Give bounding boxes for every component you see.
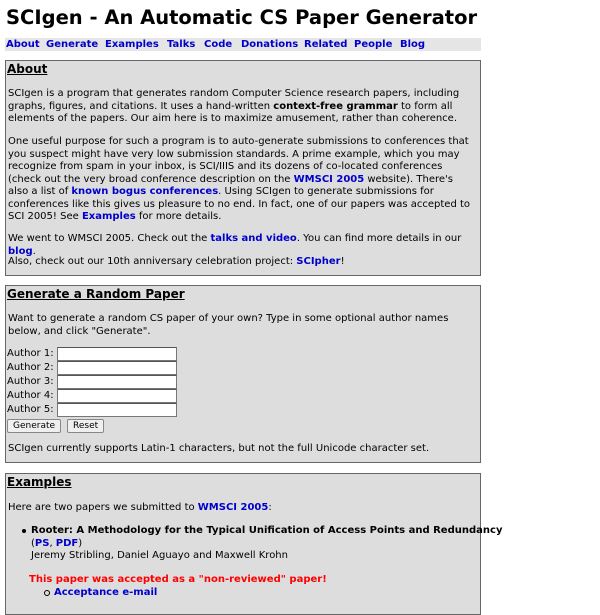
author-3-input[interactable] — [57, 375, 177, 389]
author-1-input[interactable] — [57, 347, 177, 361]
about-p2-text-3: . Using SCIgen to generate submissions for conferences like this gives us pleasure to no end. In fact, one of our papers was accepted to SCI 2005! See — [8, 186, 471, 222]
examples-section — [5, 473, 503, 615]
examples-intro-text: Here are two papers we submitted to — [8, 502, 198, 513]
nav-donations[interactable]: Donations — [241, 39, 299, 50]
ps-link[interactable]: PS — [34, 537, 50, 549]
bullet-icon — [22, 529, 26, 533]
generate-intro: Want to generate a random CS paper of your own? Type in some optional author names below, and click "Generate". — [8, 313, 449, 337]
author-4-label: Author 4: — [7, 390, 54, 401]
about-p1-text: SCIgen is a program that generates random Computer Science research papers, including graphs, figures, and citations. It uses a hand-written — [8, 88, 460, 112]
about-p2-text-4: for more details. — [135, 211, 222, 222]
author-2-input[interactable] — [57, 361, 177, 375]
format-separator: , — [49, 537, 56, 549]
about-p1-text-end: to form all elements of the papers. Our aim here is to maximize amusement, rather than coherence. — [8, 100, 458, 124]
author-3-label: Author 3: — [7, 376, 54, 387]
generate-button[interactable]: Generate — [7, 419, 61, 433]
examples-intro — [7, 502, 272, 515]
author-5-input[interactable] — [57, 403, 177, 417]
examples-intro-colon: : — [268, 502, 272, 513]
list-item — [31, 525, 503, 563]
about-p3-text: We went to WMSCI 2005. Check out the — [8, 233, 211, 244]
examples-heading: Examples — [7, 475, 72, 489]
about-p3-text-3: . — [32, 245, 36, 257]
nav-people[interactable]: People — [354, 39, 393, 50]
paper-title: Rooter: A Methodology for the Typical Unification of Access Points and Redundancy — [31, 525, 503, 536]
paren-close: ) — [78, 537, 83, 549]
nav-code[interactable]: Code — [204, 39, 233, 50]
about-p3-text-2: . You can find more details in our — [296, 233, 462, 244]
list-item — [54, 587, 157, 600]
paper-formats — [31, 538, 481, 551]
about-p2-text: One useful purpose for such a program is to auto-generate submissions to conferences that you suspect might have very low submission standards. A prime example, which you may recognize from spam in your inbox, is SCI/IIIS and its dozens of co-located conferences (check out the very broad conference description on the — [8, 136, 469, 185]
nav-bar — [5, 38, 481, 51]
known-bogus-conferences-link[interactable]: known bogus conferences — [71, 186, 219, 197]
about-heading: About — [7, 62, 48, 76]
generate-heading: Generate a Random Paper — [7, 287, 185, 301]
acceptance-email-link[interactable]: Acceptance e-mail — [54, 587, 158, 598]
unicode-note: SCIgen currently supports Latin-1 characters, but not the full Unicode character set. — [8, 443, 430, 454]
about-section — [5, 60, 481, 276]
author-2-label: Author 2: — [7, 362, 54, 373]
about-paragraph-3 — [7, 233, 476, 258]
about-p4-text: Also, check out our 10th anniversary celebration project: — [8, 256, 297, 267]
about-p2-text-2: website). There's also a list of — [8, 173, 453, 197]
blog-link[interactable]: blog — [8, 245, 33, 257]
examples-wmsci-link[interactable]: WMSCI 2005 — [197, 502, 269, 513]
circle-bullet-icon — [44, 590, 50, 596]
nav-blog[interactable]: Blog — [400, 39, 426, 50]
about-paragraph-2 — [7, 136, 476, 224]
about-paragraph-1 — [7, 88, 476, 126]
nav-examples[interactable]: Examples — [105, 39, 159, 50]
pdf-link[interactable]: PDF — [55, 537, 79, 549]
talks-and-video-link[interactable]: talks and video — [210, 233, 297, 244]
author-4-input[interactable] — [57, 389, 177, 403]
about-p4-text-2: ! — [340, 256, 345, 267]
paper-authors: Jeremy Stribling, Daniel Aguayo and Maxwell Krohn — [31, 550, 288, 561]
reset-button[interactable]: Reset — [67, 419, 104, 433]
nav-about[interactable]: About — [6, 39, 40, 50]
nav-related[interactable]: Related — [304, 39, 348, 50]
generate-section — [5, 285, 481, 463]
context-free-grammar-text: context-free grammar — [273, 100, 398, 112]
author-1-label: Author 1: — [7, 348, 54, 359]
paren-open: ( — [31, 537, 35, 549]
nav-generate[interactable]: Generate — [46, 39, 99, 50]
nav-talks[interactable]: Talks — [167, 39, 196, 50]
scipher-link[interactable]: SCIpher — [296, 256, 341, 267]
about-paragraph-4 — [7, 256, 476, 269]
wmsci-2005-link[interactable]: WMSCI 2005 — [293, 173, 365, 185]
page-title: SCIgen - An Automatic CS Paper Generator — [6, 6, 478, 29]
examples-link[interactable]: Examples — [81, 211, 136, 222]
accepted-note: This paper was accepted as a "non-reviewed" paper! — [29, 574, 327, 585]
author-5-label: Author 5: — [7, 404, 54, 415]
